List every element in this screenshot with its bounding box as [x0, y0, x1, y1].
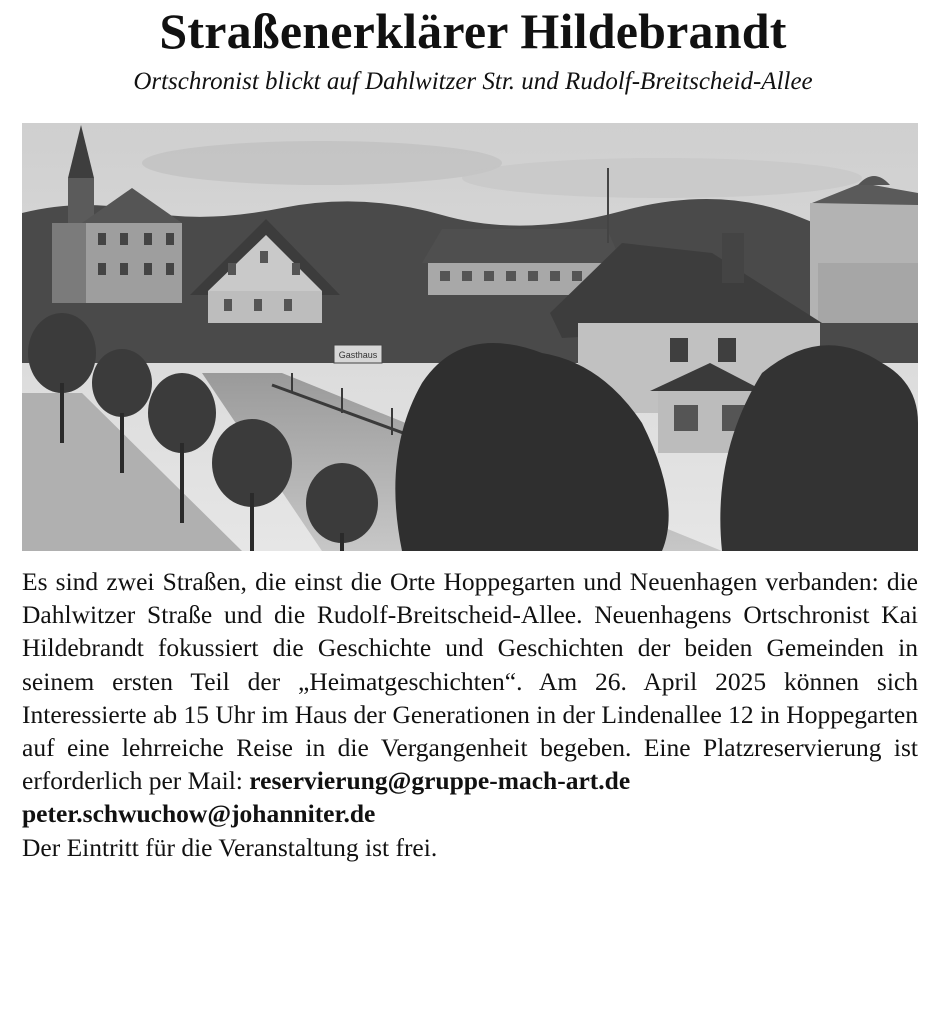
headline: Straßenerklärer Hildebrandt	[159, 3, 787, 59]
subheadline: Ortschronist blickt auf Dahlwitzer Str. und Rudolf-Breitscheid-Allee	[133, 68, 813, 95]
photo-sign-text: Gasthaus	[338, 350, 378, 360]
closing-note: Der Eintritt für die Veranstaltung ist frei.	[22, 832, 438, 862]
article-body	[22, 565, 918, 864]
body-paragraph: Es sind zwei Straßen, die einst die Orte Hoppegarten und Neuenhagen verbanden: die Dahlwitzer Straße und die Rudolf-Breitscheid-Allee. Neuenhagens Ortschronist Kai Hildebrandt fokussiert die Geschichte und Geschichten der beiden Gemeinden in seinem ersten Teil der „Heimatgeschichten“. Am 26. April 2025 können sich Interessierte ab 15 Uhr im Haus der Generationen in der Lindenallee 12 in Hoppegarten auf eine lehrreiche Reise in die Vergangenheit begeben. Eine Platzreservierung ist erforderlich per Mail:	[22, 567, 918, 796]
email-reservation[interactable]: reservierung@gruppe-mach-art.de	[249, 766, 631, 796]
historic-street-photo	[22, 123, 918, 551]
email-contact[interactable]: peter.schwuchow@johanniter.de	[22, 799, 376, 829]
